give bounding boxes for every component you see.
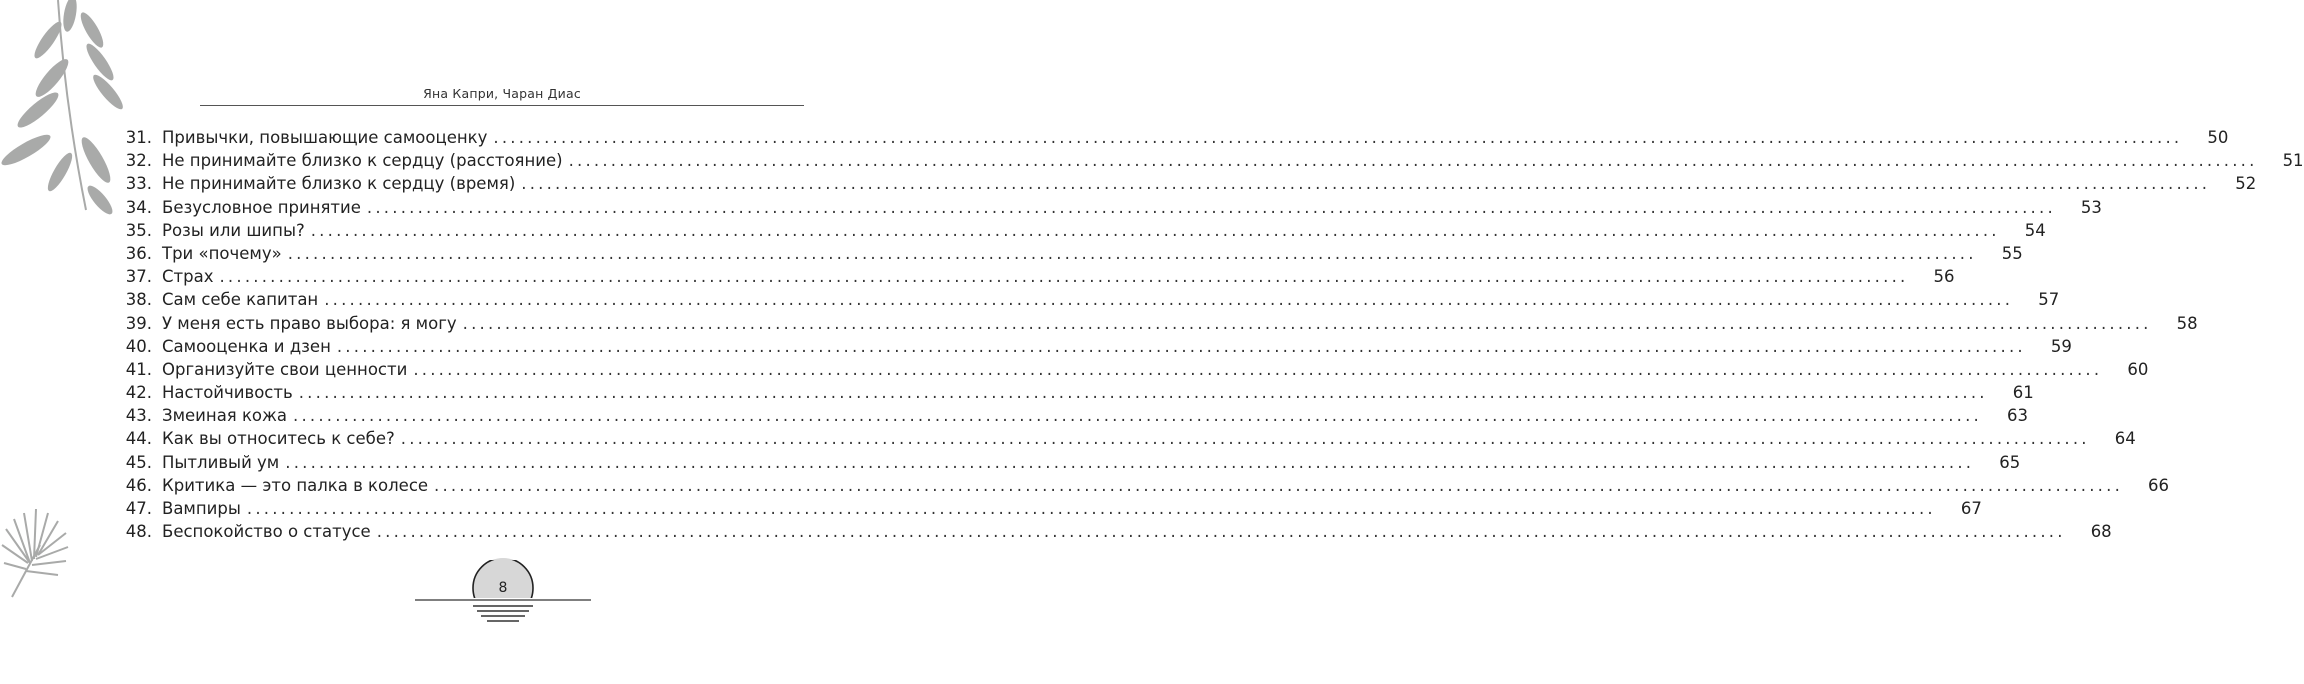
toc-entry-page: 51 [2282, 151, 2304, 171]
toc-entry-page: 54 [2024, 220, 2046, 240]
toc-entry-title: Сам себе капитан [162, 290, 319, 310]
toc-entry-title: Не принимайте близко к сердцу (расстояние) [162, 151, 563, 171]
toc-entry-number: 33. [125, 174, 152, 194]
toc-entry [120, 174, 2257, 197]
toc-entry-title: Привычки, повышающие самооценку [162, 128, 488, 147]
toc-dot-leader: ........................................................................................................................................................................................................ [298, 383, 1988, 403]
toc-entry [120, 220, 2046, 244]
toc-entry-page: 50 [2207, 128, 2229, 147]
toc-entry-number: 45. [125, 452, 152, 472]
toc-dot-leader: ........................................................................................................................................................................................................ [376, 522, 2066, 542]
toc-entry-title: Вампиры [162, 499, 241, 518]
toc-entry [120, 359, 2149, 383]
toc-entry-number: 48. [125, 522, 152, 542]
toc-entry-number: 47. [125, 499, 152, 518]
toc-dot-leader: ........................................................................................................................................................................................................ [493, 128, 2183, 147]
toc-entry [120, 313, 2198, 337]
toc-entry [120, 499, 1982, 522]
toc-entry-number: 44. [125, 429, 152, 449]
toc-entry [120, 197, 2102, 221]
toc-entry-page: 66 [2148, 475, 2170, 495]
toc-entry [120, 522, 2112, 545]
palm-leaf-icon [0, 505, 80, 605]
toc-entry-page: 57 [2038, 290, 2060, 310]
toc-dot-leader: ........................................................................................................................................................................................................ [293, 406, 1982, 426]
toc-entry [120, 429, 2136, 452]
toc-entry-page: 65 [1999, 452, 2021, 472]
toc-entry-title: Страх [162, 267, 214, 287]
leaf-branch-top-icon [0, 0, 140, 230]
toc-entry-number: 36. [125, 243, 152, 263]
running-header: Яна Капри, Чаран Диас [423, 86, 581, 101]
toc-entry [120, 383, 2034, 406]
toc-dot-leader: ........................................................................................................................................................................................................ [413, 359, 2103, 379]
toc-entry-number: 35. [125, 220, 152, 240]
toc-entry [120, 243, 2023, 267]
toc-entry-title: Настойчивость [162, 383, 293, 403]
toc-entry [120, 290, 2060, 313]
page-number: 8 [498, 580, 508, 596]
toc-entry [120, 267, 1955, 290]
toc-entry [120, 151, 2304, 174]
toc-entry-page: 56 [1933, 267, 1955, 287]
toc-entry-number: 34. [125, 197, 152, 217]
toc-entry-page: 58 [2176, 313, 2198, 333]
toc-entry [120, 406, 2028, 429]
toc-entry-title: Беспокойство о статусе [162, 522, 371, 542]
toc-entry-title: Безусловное принятие [162, 197, 361, 217]
toc-entry-page: 67 [1960, 499, 1982, 518]
toc-entry-page: 64 [2114, 429, 2136, 449]
toc-entry-number: 37. [125, 267, 152, 287]
toc-entry-page: 60 [2127, 359, 2149, 379]
toc-entry [120, 475, 2170, 499]
toc-dot-leader: ........................................................................................................................................................................................................ [310, 220, 2000, 240]
toc-dot-leader: ........................................................................................................................................................................................................ [400, 429, 2090, 449]
toc-entry-title: Как вы относитесь к себе? [162, 429, 395, 449]
toc-entry-page: 59 [2050, 336, 2072, 356]
toc-entry-title: Самооценка и дзен [162, 336, 331, 356]
page-footer [415, 560, 591, 630]
toc-entry-number: 46. [125, 475, 152, 495]
header-divider [200, 105, 804, 106]
toc-dot-leader: ........................................................................................................................................................................................................ [521, 174, 2211, 194]
toc-entry-title: Три «почему» [162, 243, 282, 263]
toc-entry-title: У меня есть право выбора: я могу [162, 313, 457, 333]
toc-dot-leader: ........................................................................................................................................................................................................ [285, 452, 1975, 472]
toc-entry-number: 40. [125, 336, 152, 356]
toc-dot-leader: ........................................................................................................................................................................................................ [219, 267, 1909, 287]
toc-entry-number: 42. [125, 383, 152, 403]
toc-entry-title: Змеиная кожа [162, 406, 288, 426]
toc-entry-number: 39. [125, 313, 152, 333]
toc-entry-number: 38. [125, 290, 152, 310]
toc-dot-leader: ........................................................................................................................................................................................................ [246, 499, 1936, 518]
toc-dot-leader: ........................................................................................................................................................................................................ [462, 313, 2152, 333]
toc-entry-page: 61 [2012, 383, 2034, 403]
toc-entry [120, 128, 2229, 151]
toc-entry-page: 53 [2080, 197, 2102, 217]
toc-dot-leader: ........................................................................................................................................................................................................ [568, 151, 2258, 171]
toc-entry-page: 55 [2001, 243, 2023, 263]
toc-dot-leader: ........................................................................................................................................................................................................ [287, 243, 1977, 263]
toc-entry-title: Критика — это палка в колесе [162, 475, 429, 495]
toc-entry-title: Не принимайте близко к сердцу (время) [162, 174, 516, 194]
toc-dot-leader: ........................................................................................................................................................................................................ [434, 475, 2124, 495]
toc-entry-page: 52 [2235, 174, 2257, 194]
toc-entry-number: 41. [125, 359, 152, 379]
toc-dot-leader: ........................................................................................................................................................................................................ [366, 197, 2056, 217]
toc-entry [120, 452, 2021, 476]
toc-dot-leader: ........................................................................................................................................................................................................ [336, 336, 2026, 356]
toc-entry-title: Организуйте свои ценности [162, 359, 408, 379]
toc-entry-number: 32. [125, 151, 152, 171]
toc-entry-title: Пытливый ум [162, 452, 280, 472]
toc-dot-leader: ........................................................................................................................................................................................................ [324, 290, 2014, 310]
toc-entry-page: 68 [2090, 522, 2112, 542]
toc-entry [120, 336, 2072, 360]
toc-entry-number: 43. [125, 406, 152, 426]
table-of-contents [120, 128, 2304, 545]
toc-entry-page: 63 [2007, 406, 2028, 426]
toc-entry-title: Розы или шипы? [162, 220, 305, 240]
toc-entry-number: 31. [125, 128, 152, 147]
